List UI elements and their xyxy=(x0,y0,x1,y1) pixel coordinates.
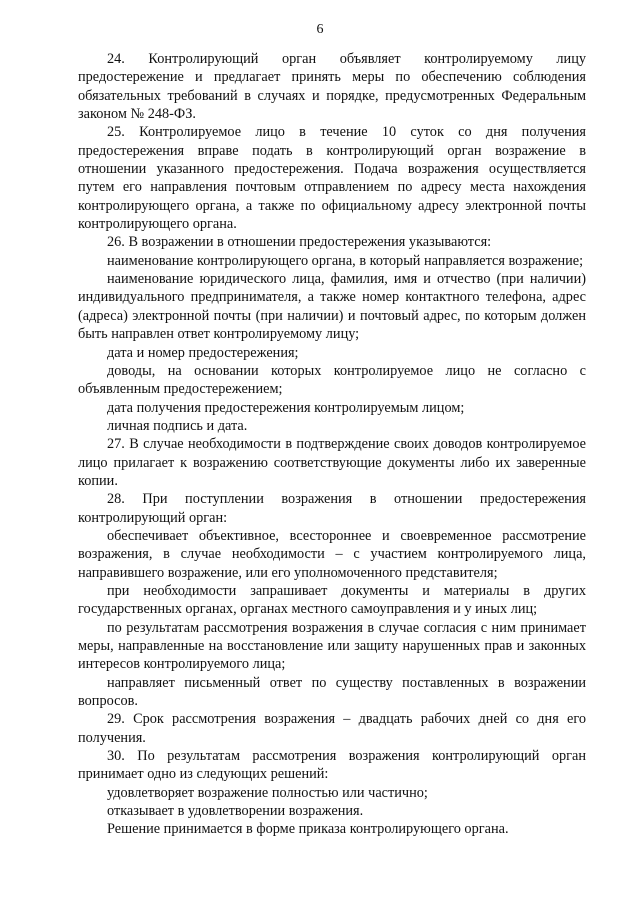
paragraph-26-item-arguments: доводы, на основании которых контролируемое лицо не согласно с объявленным предостережением; xyxy=(78,362,586,398)
paragraph-25: 25. Контролируемое лицо в течение 10 суток со дня получения предостережения вправе подать в контролирующий орган возражение в отношении указанного предостережения. Подача возражения осуществляется путем его направления почтовым отправлением по адресу места нахождения контролирующего органа, а также по официальному адресу электронной почты контролирующего органа. xyxy=(78,124,586,233)
paragraph-28-item-request-documents: при необходимости запрашивает документы и материалы в других государственных органах, органах местного самоуправления и у иных лиц; xyxy=(78,582,586,618)
paragraph-30-item-satisfy: удовлетворяет возражение полностью или частично; xyxy=(107,784,428,801)
paragraph-28: 28. При поступлении возражения в отношении предостережения контролирующий орган: xyxy=(78,491,586,526)
paragraph-28-item-review: обеспечивает объективное, всестороннее и своевременное рассмотрение возражения, в случае необходимости – с участием контролируемого лица, направившего возражение, или его уполномоченного представителя; xyxy=(78,527,586,581)
paragraph-26-item-receipt-date: дата получения предостережения контролируемым лицом; xyxy=(107,399,465,416)
paragraph-27: 27. В случае необходимости в подтверждение своих доводов контролируемое лицо прилагает к возражению соответствующие документы либо их заверенные копии. xyxy=(78,436,586,489)
paragraph-26-item-signature: личная подпись и дата. xyxy=(107,417,248,434)
paragraph-29: 29. Срок рассмотрения возражения – двадцать рабочих дней со дня его получения. xyxy=(78,711,586,746)
document-body xyxy=(78,50,586,839)
paragraph-30: 30. По результатам рассмотрения возражения контролирующий орган принимает одно из следующих решений: xyxy=(78,748,586,783)
paragraph-28-item-send-response: направляет письменный ответ по существу поставленных в возражении вопросов. xyxy=(78,674,586,710)
paragraph-26-item-authority-name: наименование контролирующего органа, в который направляется возражение; xyxy=(107,252,584,269)
page-number: 6 xyxy=(316,22,324,37)
paragraph-26-item-date-number: дата и номер предостережения; xyxy=(107,344,299,361)
paragraph-decision-form: Решение принимается в форме приказа контролирующего органа. xyxy=(107,821,509,838)
paragraph-28-item-take-measures: по результатам рассмотрения возражения в случае согласия с ним принимает меры, направленные на восстановление или защиту нарушенных прав и законных интересов контролируемого лица; xyxy=(78,619,586,673)
paragraph-26-item-applicant-details: наименование юридического лица, фамилия, имя и отчество (при наличии) индивидуального предпринимателя, а также номер контактного телефона, адрес (адреса) электронной почты (при наличии) и почтовый адрес, по которым должен быть направлен ответ контролируемому лицу; xyxy=(78,271,586,343)
paragraph-30-item-refuse: отказывает в удовлетворении возражения. xyxy=(107,803,364,820)
paragraph-24: 24. Контролирующий орган объявляет контролируемому лицу предостережение и предлагает принять меры по обеспечению соблюдения обязательных требований в случаях и порядке, предусмотренных Федеральным законом № 248-ФЗ. xyxy=(78,51,586,123)
paragraph-26: 26. В возражении в отношении предостережения указываются: xyxy=(107,234,492,251)
